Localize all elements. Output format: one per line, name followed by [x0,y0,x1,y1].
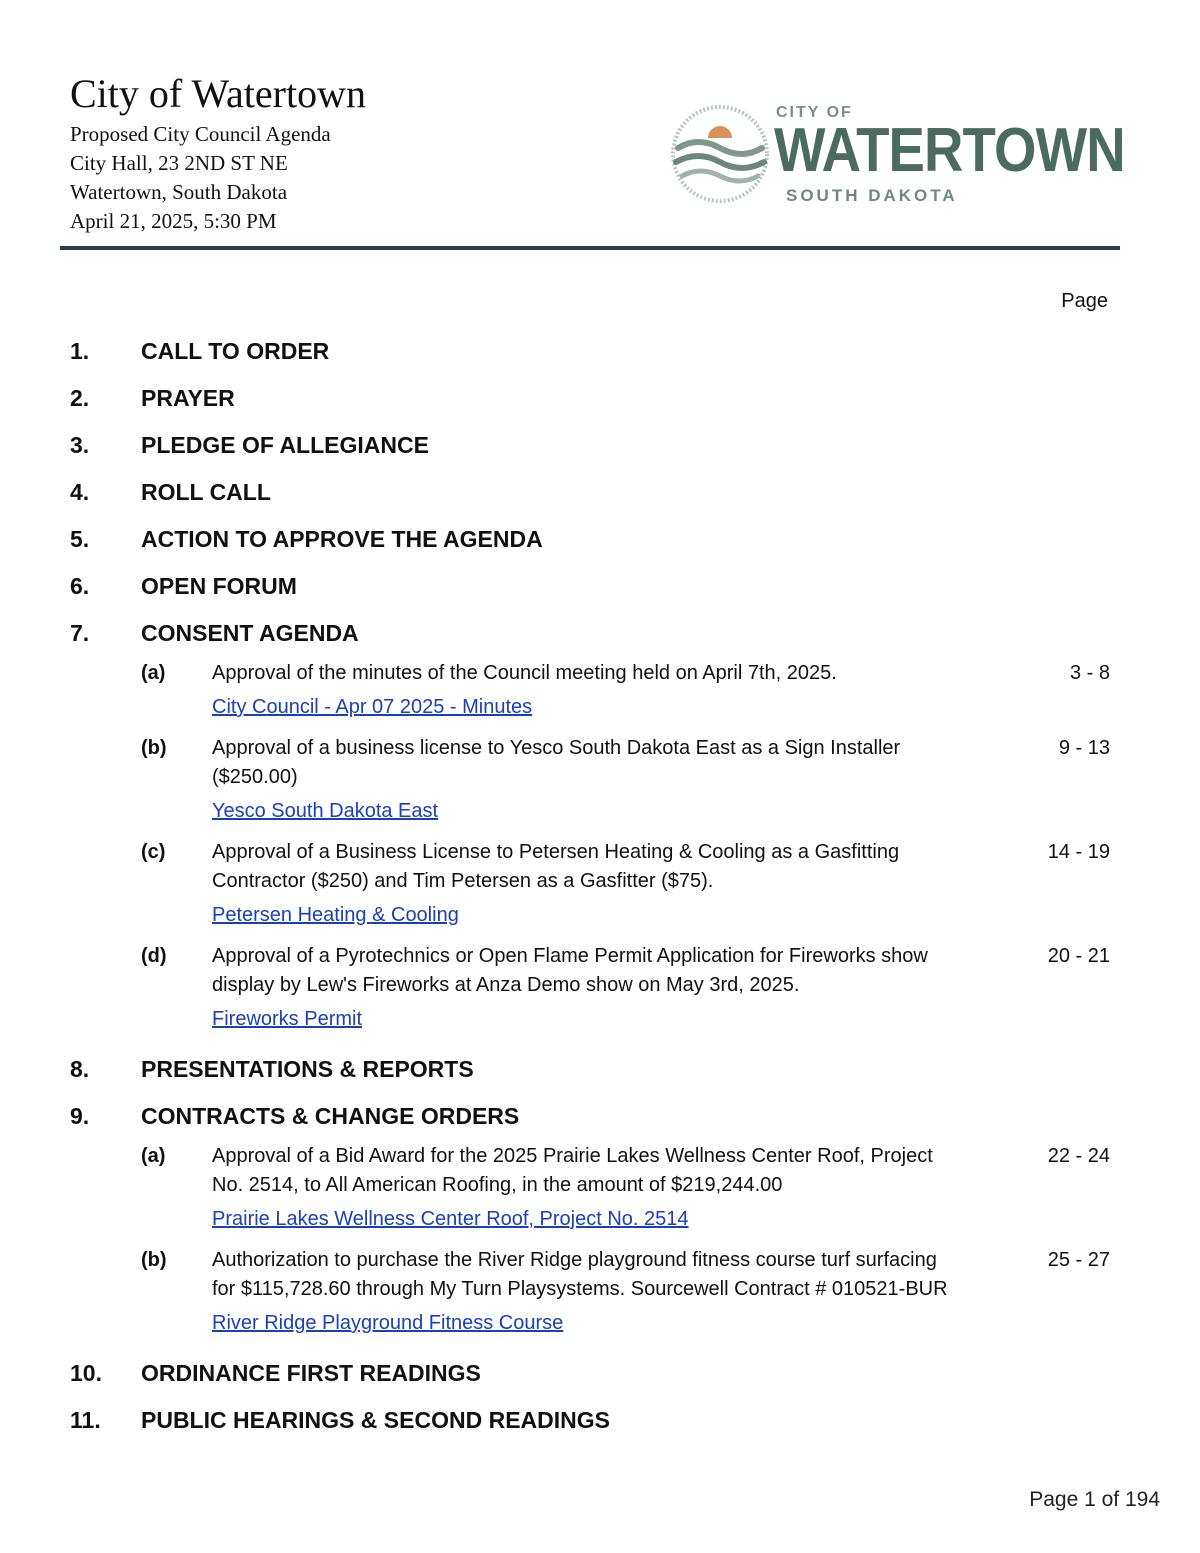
header-divider [60,246,1120,250]
section-contracts [70,1093,1110,1140]
section-title: PUBLIC HEARINGS & SECOND READINGS [141,1407,610,1433]
section-number: 6. [70,573,90,599]
agenda-subtitle: Proposed City Council Agenda [70,122,331,146]
section-title: ORDINANCE FIRST READINGS [141,1360,481,1386]
item-letter: (b) [141,1249,167,1271]
attachment-link-yesco[interactable]: Yesco South Dakota East [212,800,439,822]
section-number: 11. [70,1407,101,1433]
section-number: 10. [70,1360,102,1386]
page-column-label: Page [1061,290,1108,312]
section-presentations [70,1046,1110,1093]
section-roll-call [70,469,1110,516]
meeting-address: City Hall, 23 2ND ST NE [70,151,288,175]
consent-item-a [70,659,1110,722]
section-number: 7. [70,620,90,646]
item-pages: 3 - 8 [1069,662,1110,684]
section-title: ACTION TO APPROVE THE AGENDA [141,526,543,552]
document-header [70,70,366,236]
section-number: 5. [70,526,90,552]
section-prayer [70,375,1110,422]
item-pages: 22 - 24 [1047,1145,1110,1167]
item-description: Approval of a business license to Yesco South Dakota East as a Sign Installer ($250.00) [212,737,901,788]
section-number: 9. [70,1103,90,1129]
section-title: PRAYER [141,385,235,411]
agenda-list [70,328,1110,1444]
section-call-to-order [70,328,1110,375]
section-approve-agenda [70,516,1110,563]
item-description: Authorization to purchase the River Ridge playground fitness course turf surfacing for $115,728.60 through My Turn Playsystems. Sourcewell Contract # 010521-BUR [212,1249,948,1300]
meeting-datetime: April 21, 2025, 5:30 PM [70,209,277,233]
meeting-location: Watertown, South Dakota [70,180,288,204]
document-title: City of Watertown [70,71,366,116]
section-pledge [70,422,1110,469]
section-title: PRESENTATIONS & REPORTS [141,1056,474,1082]
consent-item-d [70,942,1110,1034]
consent-item-c [70,838,1110,930]
attachment-link-fireworks[interactable]: Fireworks Permit [212,1008,363,1030]
section-number: 1. [70,338,90,364]
item-description: Approval of the minutes of the Council meeting held on April 7th, 2025. [212,662,837,684]
item-letter: (c) [141,841,166,863]
page-footer: Page 1 of 194 [1029,1488,1160,1511]
section-number: 4. [70,479,90,505]
section-public-hearings [70,1397,1110,1444]
section-title: CALL TO ORDER [141,338,330,364]
consent-item-b [70,734,1110,826]
contract-item-b [70,1246,1110,1338]
item-description: Approval of a Business License to Petersen Heating & Cooling as a Gasfitting Contractor ($250) and Tim Petersen as a Gasfitter ($75). [212,841,900,892]
item-pages: 20 - 21 [1047,945,1110,967]
logo-emblem-icon [668,102,772,206]
section-title: OPEN FORUM [141,573,297,599]
item-pages: 9 - 13 [1058,737,1110,759]
item-letter: (d) [141,945,167,967]
item-pages: 25 - 27 [1047,1249,1110,1271]
section-ordinance-first-readings [70,1350,1110,1397]
section-title: CONSENT AGENDA [141,620,359,646]
section-title: CONTRACTS & CHANGE ORDERS [141,1103,520,1129]
attachment-link-playground[interactable]: River Ridge Playground Fitness Course [212,1312,564,1334]
item-letter: (a) [141,662,166,684]
item-letter: (a) [141,1145,166,1167]
watertown-logo [668,100,1125,210]
logo-city-of: CITY OF [776,104,853,121]
section-number: 2. [70,385,90,411]
attachment-link-roof[interactable]: Prairie Lakes Wellness Center Roof, Project No. 2514 [212,1208,689,1230]
section-number: 3. [70,432,90,458]
section-consent-agenda [70,610,1110,657]
item-letter: (b) [141,737,167,759]
section-title: ROLL CALL [141,479,271,505]
item-pages: 14 - 19 [1047,841,1110,863]
contract-item-a [70,1142,1110,1234]
section-number: 8. [70,1056,90,1082]
item-description: Approval of a Bid Award for the 2025 Prairie Lakes Wellness Center Roof, Project No. 2514, to All American Roofing, in the amount of $219,244.00 [212,1145,933,1196]
attachment-link-minutes[interactable]: City Council - Apr 07 2025 - Minutes [212,696,533,718]
logo-south-dakota: SOUTH DAKOTA [786,186,958,205]
section-title: PLEDGE OF ALLEGIANCE [141,432,429,458]
section-open-forum [70,563,1110,610]
logo-watertown: WATERTOWN [774,116,1125,185]
item-description: Approval of a Pyrotechnics or Open Flame Permit Application for Fireworks show display by Lew's Fireworks at Anza Demo show on May 3rd, 2025. [212,945,928,996]
attachment-link-petersen[interactable]: Petersen Heating & Cooling [212,904,459,926]
